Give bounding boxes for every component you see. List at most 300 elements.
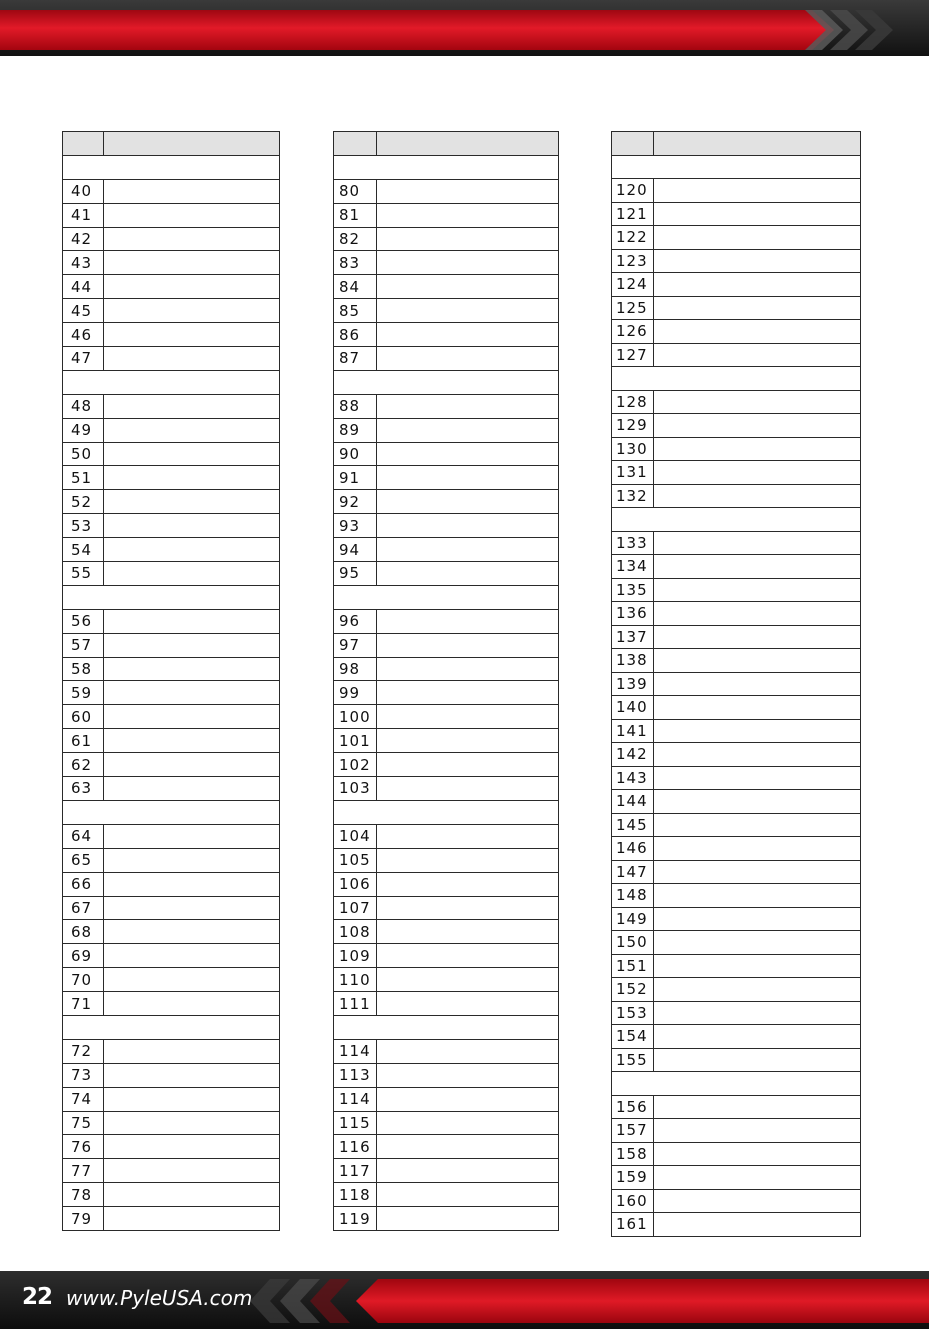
channel-name-cell <box>104 848 280 872</box>
channel-name-cell <box>377 394 559 418</box>
table-row <box>63 609 280 633</box>
channel-number: 51 <box>63 466 104 490</box>
channel-number: 107 <box>334 896 377 920</box>
table-row <box>612 860 861 884</box>
channel-name-cell <box>377 299 559 323</box>
channel-number: 155 <box>612 1048 654 1072</box>
channel-name-cell <box>377 777 559 801</box>
channel-number: 45 <box>63 299 104 323</box>
table-row <box>63 1063 280 1087</box>
table-row <box>612 202 861 226</box>
table-row <box>612 343 861 367</box>
table-row <box>334 1063 559 1087</box>
table-row <box>334 705 559 729</box>
channel-name-cell <box>377 538 559 562</box>
channel-name-cell <box>654 437 861 461</box>
table-header-row <box>63 132 280 156</box>
channel-number: 74 <box>63 1087 104 1111</box>
channel-number: 159 <box>612 1166 654 1190</box>
channel-number: 126 <box>612 320 654 344</box>
channel-name-cell <box>654 978 861 1002</box>
channel-number: 121 <box>612 202 654 226</box>
channel-name-cell <box>104 1111 280 1135</box>
group-header-cell <box>63 370 280 394</box>
table-row <box>612 1189 861 1213</box>
channel-name-cell <box>104 896 280 920</box>
table-row <box>63 203 280 227</box>
table-header-row <box>612 132 861 156</box>
page-number: 22 <box>22 1284 53 1310</box>
channel-name-cell <box>377 729 559 753</box>
table-row <box>63 1207 280 1231</box>
channel-name-cell <box>377 227 559 251</box>
table-row <box>612 790 861 814</box>
channel-name-cell <box>377 1159 559 1183</box>
channel-name-cell <box>654 414 861 438</box>
channel-name-cell <box>377 705 559 729</box>
channel-name-cell <box>654 226 861 250</box>
channel-name-cell <box>104 992 280 1016</box>
channel-name-cell <box>104 1039 280 1063</box>
channel-number: 60 <box>63 705 104 729</box>
channel-name-cell <box>654 461 861 485</box>
channel-name-cell <box>377 1207 559 1231</box>
channel-name-cell <box>654 837 861 861</box>
channel-name-cell <box>377 275 559 299</box>
channel-number: 142 <box>612 743 654 767</box>
group-header-row <box>612 508 861 532</box>
channel-name-cell <box>104 609 280 633</box>
channel-number: 86 <box>334 323 377 347</box>
table-row <box>63 490 280 514</box>
channel-number: 73 <box>63 1063 104 1087</box>
channel-name-cell <box>654 273 861 297</box>
table-row <box>612 931 861 955</box>
channel-number: 140 <box>612 696 654 720</box>
channel-number: 108 <box>334 920 377 944</box>
table-row <box>63 179 280 203</box>
channel-number: 154 <box>612 1025 654 1049</box>
table-row <box>63 681 280 705</box>
channel-number: 57 <box>63 633 104 657</box>
table-row <box>612 437 861 461</box>
table-row <box>63 562 280 586</box>
channel-number: 111 <box>334 992 377 1016</box>
table-row <box>334 992 559 1016</box>
table-row <box>334 609 559 633</box>
table-row <box>63 1087 280 1111</box>
group-header-cell <box>612 1072 861 1096</box>
channel-name-cell <box>104 1207 280 1231</box>
table-row <box>63 227 280 251</box>
channel-number: 133 <box>612 531 654 555</box>
channel-name-cell <box>104 824 280 848</box>
table-row <box>63 1159 280 1183</box>
channel-name-cell <box>104 705 280 729</box>
header-banner <box>0 0 929 56</box>
group-header-row <box>63 155 280 179</box>
channel-name-cell <box>104 466 280 490</box>
table-row <box>334 179 559 203</box>
table-row <box>63 729 280 753</box>
group-header-cell <box>63 1015 280 1039</box>
channel-name-cell <box>377 1183 559 1207</box>
channel-number: 118 <box>334 1183 377 1207</box>
channel-name-cell <box>104 227 280 251</box>
table-row <box>612 978 861 1002</box>
channel-number: 114 <box>334 1087 377 1111</box>
channel-name-cell <box>377 203 559 227</box>
channel-name-cell <box>654 1213 861 1237</box>
channel-number: 132 <box>612 484 654 508</box>
header-cell-name <box>104 132 280 156</box>
table-row <box>612 273 861 297</box>
group-header-cell <box>63 155 280 179</box>
table-row <box>334 1183 559 1207</box>
channel-number: 105 <box>334 848 377 872</box>
channel-name-cell <box>104 562 280 586</box>
channel-table-1 <box>62 131 280 1231</box>
channel-name-cell <box>104 1087 280 1111</box>
group-header-row <box>334 370 559 394</box>
table-row <box>63 896 280 920</box>
channel-number: 103 <box>334 777 377 801</box>
channel-number: 160 <box>612 1189 654 1213</box>
channel-number: 134 <box>612 555 654 579</box>
table-row <box>612 1119 861 1143</box>
table-row <box>612 625 861 649</box>
table-row <box>334 777 559 801</box>
channel-number: 146 <box>612 837 654 861</box>
channel-number: 40 <box>63 179 104 203</box>
group-header-cell <box>612 155 861 179</box>
channel-number: 94 <box>334 538 377 562</box>
channel-number: 158 <box>612 1142 654 1166</box>
channel-number: 56 <box>63 609 104 633</box>
group-header-row <box>63 370 280 394</box>
channel-number: 157 <box>612 1119 654 1143</box>
table-row <box>334 1135 559 1159</box>
channel-number: 58 <box>63 657 104 681</box>
channel-number: 68 <box>63 920 104 944</box>
group-header-cell <box>334 155 559 179</box>
table-row <box>334 490 559 514</box>
header-cell-name <box>654 132 861 156</box>
table-row <box>63 323 280 347</box>
channel-number: 78 <box>63 1183 104 1207</box>
channel-name-cell <box>104 323 280 347</box>
channel-number: 47 <box>63 347 104 371</box>
channel-name-cell <box>654 1142 861 1166</box>
table-row <box>612 837 861 861</box>
group-header-cell <box>612 367 861 391</box>
channel-name-cell <box>377 490 559 514</box>
table-row <box>612 531 861 555</box>
table-row <box>334 538 559 562</box>
table-row <box>63 442 280 466</box>
table-row <box>612 1048 861 1072</box>
channel-number: 114 <box>334 1039 377 1063</box>
channel-number: 148 <box>612 884 654 908</box>
channel-number: 115 <box>334 1111 377 1135</box>
table-row <box>334 944 559 968</box>
channel-name-cell <box>654 1119 861 1143</box>
channel-number: 98 <box>334 657 377 681</box>
channel-number: 83 <box>334 251 377 275</box>
table-row <box>612 1001 861 1025</box>
channel-number: 113 <box>334 1063 377 1087</box>
table-row <box>612 226 861 250</box>
channel-number: 55 <box>63 562 104 586</box>
channel-name-cell <box>104 299 280 323</box>
table-row <box>334 872 559 896</box>
channel-number: 123 <box>612 249 654 273</box>
channel-name-cell <box>377 1039 559 1063</box>
channel-name-cell <box>654 249 861 273</box>
group-header-row <box>334 155 559 179</box>
group-header-cell <box>334 1015 559 1039</box>
channel-number: 46 <box>63 323 104 347</box>
channel-number: 145 <box>612 813 654 837</box>
channel-number: 141 <box>612 719 654 743</box>
channel-number: 119 <box>334 1207 377 1231</box>
channel-name-cell <box>104 920 280 944</box>
table-row <box>334 466 559 490</box>
channel-name-cell <box>654 743 861 767</box>
table-row <box>334 347 559 371</box>
channel-name-cell <box>654 719 861 743</box>
table-row <box>612 649 861 673</box>
table-row <box>334 514 559 538</box>
channel-name-cell <box>104 514 280 538</box>
group-header-row <box>63 1015 280 1039</box>
channel-number: 128 <box>612 390 654 414</box>
table-row <box>612 390 861 414</box>
channel-name-cell <box>654 1095 861 1119</box>
channel-number: 64 <box>63 824 104 848</box>
channel-number: 65 <box>63 848 104 872</box>
channel-name-cell <box>654 766 861 790</box>
table-row <box>334 896 559 920</box>
channel-number: 95 <box>334 562 377 586</box>
table-row <box>612 743 861 767</box>
channel-number: 52 <box>63 490 104 514</box>
table-row <box>63 992 280 1016</box>
channel-number: 80 <box>334 179 377 203</box>
channel-name-cell <box>654 813 861 837</box>
table-row <box>334 729 559 753</box>
channel-name-cell <box>377 514 559 538</box>
channel-name-cell <box>654 696 861 720</box>
channel-number: 49 <box>63 418 104 442</box>
group-header-row <box>334 800 559 824</box>
table-row <box>612 719 861 743</box>
channel-number: 70 <box>63 968 104 992</box>
channel-number: 77 <box>63 1159 104 1183</box>
channel-name-cell <box>654 954 861 978</box>
channel-name-cell <box>377 753 559 777</box>
channel-name-cell <box>377 1111 559 1135</box>
channel-name-cell <box>377 347 559 371</box>
channel-name-cell <box>654 179 861 203</box>
channel-number: 71 <box>63 992 104 1016</box>
channel-name-cell <box>377 872 559 896</box>
channel-number: 100 <box>334 705 377 729</box>
channel-number: 127 <box>612 343 654 367</box>
table-row <box>612 907 861 931</box>
channel-number: 90 <box>334 442 377 466</box>
table-row <box>334 824 559 848</box>
channel-name-cell <box>377 848 559 872</box>
table-row <box>612 1166 861 1190</box>
channel-name-cell <box>377 1087 559 1111</box>
table-row <box>63 299 280 323</box>
channel-name-cell <box>104 944 280 968</box>
channel-number: 135 <box>612 578 654 602</box>
channel-name-cell <box>377 896 559 920</box>
channel-name-cell <box>104 729 280 753</box>
table-row <box>334 251 559 275</box>
table-row <box>63 514 280 538</box>
table-row <box>63 538 280 562</box>
channel-number: 137 <box>612 625 654 649</box>
table-row <box>612 602 861 626</box>
table-row <box>334 394 559 418</box>
table-row <box>334 657 559 681</box>
table-row <box>334 442 559 466</box>
table-row <box>612 884 861 908</box>
channel-name-cell <box>377 562 559 586</box>
channel-name-cell <box>377 657 559 681</box>
channel-name-cell <box>654 1166 861 1190</box>
table-row <box>612 813 861 837</box>
channel-number: 82 <box>334 227 377 251</box>
channel-number: 152 <box>612 978 654 1002</box>
channel-number: 110 <box>334 968 377 992</box>
channel-name-cell <box>654 296 861 320</box>
channel-name-cell <box>104 251 280 275</box>
channel-number: 75 <box>63 1111 104 1135</box>
table-row <box>334 681 559 705</box>
channel-name-cell <box>104 394 280 418</box>
channel-name-cell <box>654 672 861 696</box>
channel-number: 59 <box>63 681 104 705</box>
channel-number: 44 <box>63 275 104 299</box>
channel-number: 72 <box>63 1039 104 1063</box>
channel-number: 120 <box>612 179 654 203</box>
group-header-cell <box>334 370 559 394</box>
group-header-row <box>334 1015 559 1039</box>
table-row <box>63 251 280 275</box>
table-row <box>612 696 861 720</box>
table-row <box>63 347 280 371</box>
group-header-row <box>612 1072 861 1096</box>
channel-name-cell <box>654 649 861 673</box>
table-row <box>612 414 861 438</box>
channel-name-cell <box>654 1001 861 1025</box>
channel-number: 109 <box>334 944 377 968</box>
channel-name-cell <box>377 1063 559 1087</box>
group-header-cell <box>334 585 559 609</box>
channel-name-cell <box>377 968 559 992</box>
channel-number: 99 <box>334 681 377 705</box>
table-row <box>334 1159 559 1183</box>
website-url[interactable]: www.PyleUSA.com <box>66 1286 253 1310</box>
channel-name-cell <box>654 390 861 414</box>
channel-name-cell <box>654 860 861 884</box>
channel-number: 138 <box>612 649 654 673</box>
channel-table-2 <box>333 131 559 1231</box>
channel-name-cell <box>654 202 861 226</box>
table-row <box>612 1213 861 1237</box>
channel-number: 101 <box>334 729 377 753</box>
channel-name-cell <box>654 884 861 908</box>
channel-number: 122 <box>612 226 654 250</box>
table-row <box>334 562 559 586</box>
channel-name-cell <box>377 1135 559 1159</box>
channel-number: 153 <box>612 1001 654 1025</box>
channel-name-cell <box>104 777 280 801</box>
table-row <box>63 705 280 729</box>
channel-name-cell <box>654 1189 861 1213</box>
table-row <box>63 418 280 442</box>
channel-name-cell <box>377 992 559 1016</box>
channel-number: 79 <box>63 1207 104 1231</box>
table-row <box>334 1207 559 1231</box>
table-row <box>334 848 559 872</box>
channel-name-cell <box>104 1183 280 1207</box>
channel-number: 125 <box>612 296 654 320</box>
channel-number: 63 <box>63 777 104 801</box>
header-cell-name <box>377 132 559 156</box>
table-row <box>334 633 559 657</box>
channel-number: 53 <box>63 514 104 538</box>
channel-name-cell <box>654 1048 861 1072</box>
group-header-row <box>612 367 861 391</box>
channel-number: 67 <box>63 896 104 920</box>
channel-number: 102 <box>334 753 377 777</box>
channel-name-cell <box>104 872 280 896</box>
channel-number: 92 <box>334 490 377 514</box>
channel-number: 130 <box>612 437 654 461</box>
channel-number: 54 <box>63 538 104 562</box>
group-header-row <box>612 155 861 179</box>
group-header-row <box>63 800 280 824</box>
group-header-cell <box>334 800 559 824</box>
table-row <box>334 418 559 442</box>
channel-number: 43 <box>63 251 104 275</box>
channel-number: 147 <box>612 860 654 884</box>
channel-number: 96 <box>334 609 377 633</box>
channel-number: 87 <box>334 347 377 371</box>
channel-number: 88 <box>334 394 377 418</box>
channel-number: 61 <box>63 729 104 753</box>
channel-name-cell <box>654 625 861 649</box>
channel-number: 50 <box>63 442 104 466</box>
channel-number: 42 <box>63 227 104 251</box>
channel-table-3 <box>611 131 861 1237</box>
table-row <box>612 179 861 203</box>
table-row <box>63 1135 280 1159</box>
channel-number: 69 <box>63 944 104 968</box>
table-row <box>63 1183 280 1207</box>
channel-name-cell <box>104 1063 280 1087</box>
channel-name-cell <box>377 418 559 442</box>
table-row <box>334 753 559 777</box>
table-row <box>63 657 280 681</box>
channel-name-cell <box>104 657 280 681</box>
table-row <box>63 275 280 299</box>
